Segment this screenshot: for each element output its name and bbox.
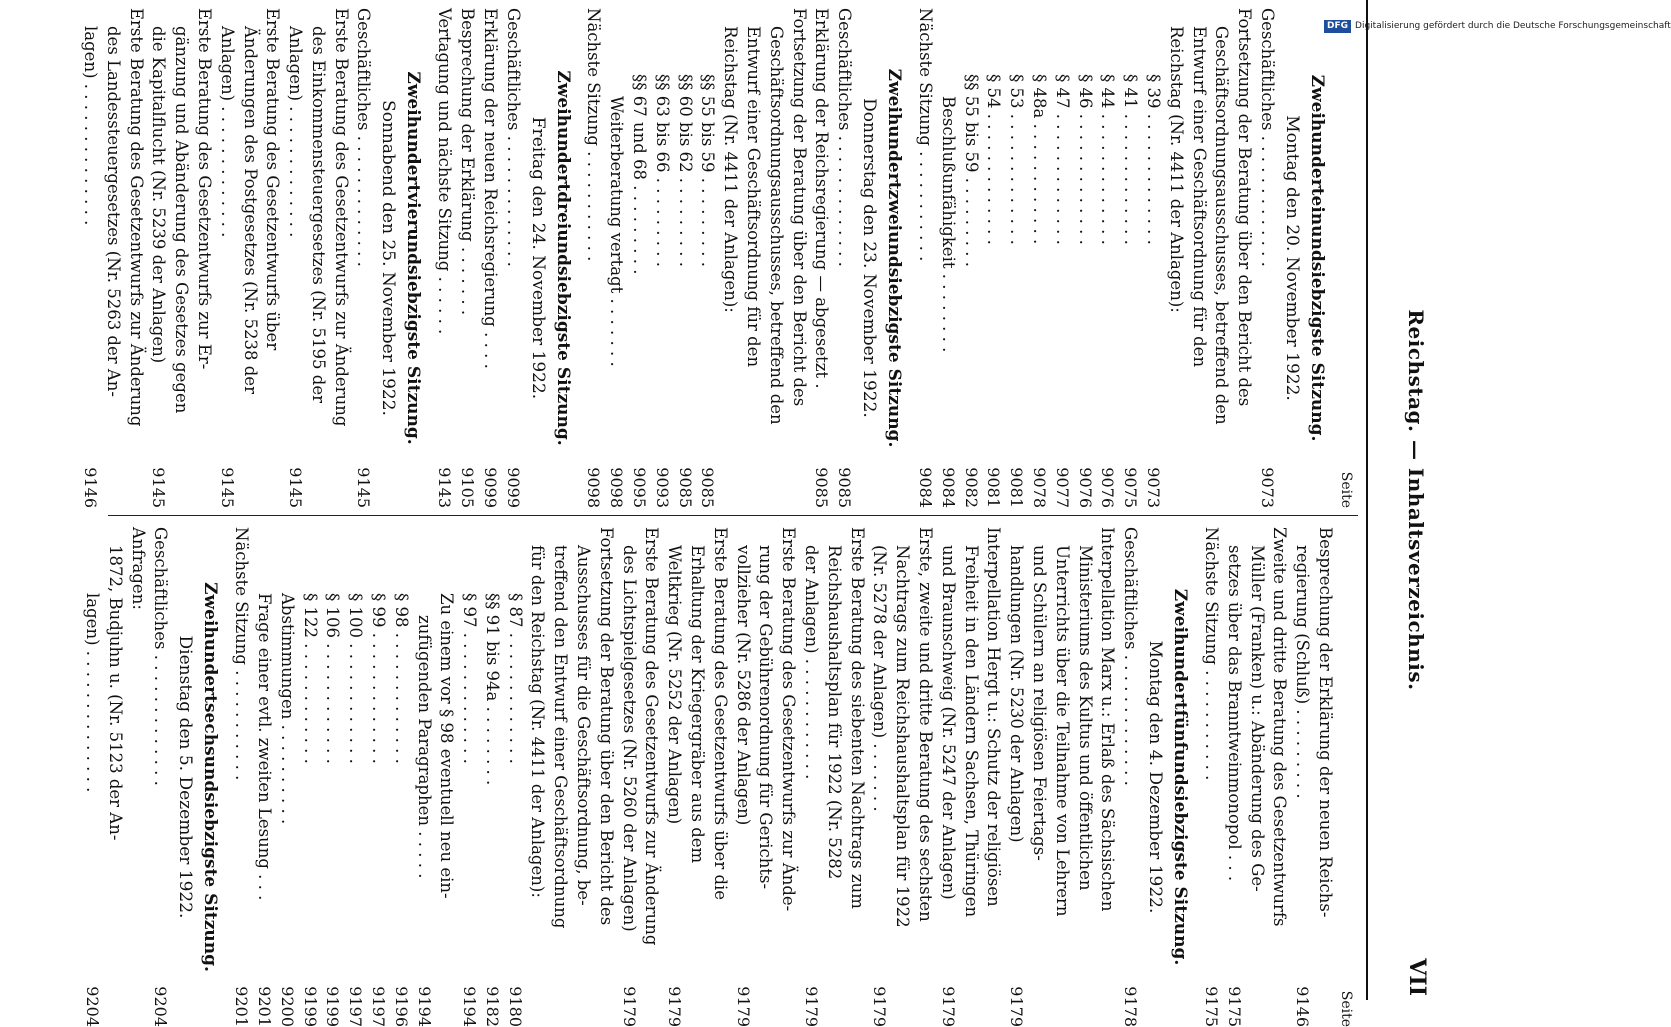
toc-entry [731, 527, 754, 1027]
entry-text: Änderungen des Postgesetzes (Nr. 5238 der [240, 26, 260, 394]
entry-text: 1872, Budjuhn u. (Nr. 5123 der An- [105, 545, 125, 841]
entry-page-number: 9197 [368, 986, 388, 1027]
session-block [80, 527, 223, 1027]
toc-entry [480, 527, 503, 1027]
entry-text: §§ 91 bis 94a . . . . . . . . [482, 593, 502, 786]
entry-page-number: 9073 [1144, 467, 1164, 508]
entry-page-number: 9196 [391, 986, 411, 1027]
entry-page-number: 9093 [652, 467, 672, 508]
entry-text: lagen) . . . . . . . . . . . . . . [80, 26, 100, 226]
entry-text: Fortsetzung der Beratung über den Bericht des [1235, 8, 1255, 407]
toc-entry [764, 8, 787, 508]
session-date: Freitag den 24. November 1922. [527, 116, 548, 400]
entry-page-number: 9085 [835, 467, 855, 508]
entry-text: Reichshaushaltsplan für 1922 (Nr. 5282 [824, 545, 844, 880]
entry-text: (Nr. 5278 der Anlagen) . . . . . . . [870, 545, 890, 812]
entry-text: §§ 55 bis 59 . . . . . . . . . [698, 74, 718, 267]
entry-page-number: 9145 [149, 467, 169, 508]
toc-entry [696, 8, 719, 508]
toc-entry [571, 527, 594, 1027]
toc-entry [845, 527, 868, 1027]
entry-text: § 106 . . . . . . . . . . . . [323, 593, 343, 764]
entry-page-number: 9180 [505, 986, 525, 1027]
entry-page-number: 9076 [1075, 467, 1095, 508]
entry-text: § 54 . . . . . . . . . . . . . [984, 74, 1004, 245]
entry-text: Interpellation Marx u.: Erlaß des Sächsischen [1098, 527, 1118, 912]
entry-page-number: 9085 [812, 467, 832, 508]
entry-text: § 46 . . . . . . . . . . . . . [1075, 74, 1095, 245]
entry-page-number: 9098 [584, 467, 604, 508]
seite-label: Seite [1338, 471, 1354, 508]
session-title: Zweihundertdreiundsiebzigste Sitzung. [552, 70, 573, 446]
toc-entry [503, 527, 526, 1027]
running-title: Reichstag. — Inhaltsverzeichnis. [1404, 309, 1428, 691]
toc-entry [617, 527, 640, 1027]
entry-text: Weiterberatung vertagt . . . . . . . [607, 96, 627, 367]
entry-page-number: 9201 [254, 986, 274, 1027]
entry-page-number: 9200 [277, 986, 297, 1027]
toc-entry [1255, 8, 1278, 508]
entry-text: der Anlagen) . . . . . . . . . . . . [802, 545, 822, 780]
toc-entry [124, 8, 147, 508]
entry-text: Unterrichts über die Teilnahme von Lehrern [1052, 545, 1072, 917]
entry-page-number: 9077 [1052, 467, 1072, 508]
entry-page-number: 9145 [286, 467, 306, 508]
entry-text: §§ 67 und 68 . . . . . . . . . [630, 74, 650, 275]
entry-text: Frage einer evtl. zweiten Lesung . . . [254, 593, 274, 901]
session-block [78, 8, 426, 508]
toc-entry [412, 527, 435, 1027]
entry-text: Geschäftliches . . . . . . . . . . . . . [503, 8, 523, 267]
toc-entry [718, 8, 741, 508]
toc-entry [321, 527, 344, 1027]
toc-entry [650, 8, 673, 508]
toc-entry [298, 527, 321, 1027]
right-column [82, 527, 1356, 1027]
entry-text: Erste Beratung des Gesetzentwurfs zur Änderung [642, 527, 662, 946]
entry-text: Erste Beratung des Gesetzentwurfs zur Änderung [126, 8, 146, 427]
page-header [1362, 0, 1434, 1000]
toc-entry [215, 8, 238, 508]
toc-entry [1004, 8, 1027, 508]
left-column [80, 8, 1356, 508]
entry-page-number: 9081 [984, 467, 1004, 508]
toc-entry [582, 8, 605, 508]
entry-text: Erste Beratung des Gesetzentwurfs über [263, 8, 283, 351]
entry-text: § 48a . . . . . . . . . . . . [1030, 74, 1050, 245]
entry-text: Vertagung und nächste Sitzung . . . . . . [435, 8, 455, 335]
entry-text: setzes über das Branntweinmonopol . . . [1224, 545, 1244, 882]
entry-page-number: 9182 [482, 986, 502, 1027]
entry-text: lagen) . . . . . . . . . . . . . . [82, 593, 102, 793]
entry-text: Geschäftliches . . . . . . . . . . . . . [354, 8, 374, 267]
entry-page-number: 9201 [232, 986, 252, 1027]
entry-text: Erste Beratung des Gesetzentwurfs zur Er- [194, 8, 214, 370]
entry-text: Geschäftliches . . . . . . . . . . . . . [1121, 527, 1141, 786]
session-date: Donnerstag den 23. November 1922. [859, 98, 880, 418]
toc-entry [457, 527, 480, 1027]
entry-text: Nächste Sitzung . . . . . . . . . . . [584, 8, 604, 262]
entry-text: Erste Beratung des Gesetzentwurfs zur Ände- [779, 527, 799, 912]
toc-entry [1004, 527, 1027, 1027]
entry-text: des Einkommensteuergesetzes (Nr. 5195 der [308, 26, 328, 403]
toc-entry [1187, 8, 1210, 508]
entry-text: Nächste Sitzung . . . . . . . . . . . [1202, 527, 1222, 781]
entry-text: regierung (Schluß) . . . . . . . . . [1293, 545, 1313, 799]
toc-entry [478, 8, 501, 508]
entry-text: § 41 . . . . . . . . . . . . . [1121, 74, 1141, 245]
entry-text: Fortsetzung der Beratung über den Bericht des [789, 8, 809, 407]
entry-text: handlungen (Nr. 5230 der Anlagen) [1007, 545, 1027, 843]
entry-text: Erste, zweite und dritte Beratung des sechsten [916, 527, 936, 922]
entry-text: Entwurf einer Geschäftsordnung für den [744, 26, 764, 368]
toc-entry [787, 8, 810, 508]
toc-entry [126, 527, 149, 1027]
toc-entry [455, 8, 478, 508]
toc-entry [890, 527, 913, 1027]
entry-page-number: 9099 [480, 467, 500, 508]
session-date: Montag den 20. November 1922. [1282, 115, 1302, 401]
entry-text: Erhaltung der Kriegergräber aus dem [688, 545, 708, 864]
entry-text: Zweite und dritte Beratung des Gesetzentwurfs [1270, 527, 1290, 927]
dfg-logo: DFG [1324, 20, 1351, 33]
session-date: Sonnabend den 25. November 1922. [378, 100, 399, 416]
toc-entry [913, 527, 936, 1027]
entry-text: Freiheit in den Ländern Sachsen, Thüringen [961, 545, 981, 918]
entry-text: treffend den Entwurf einer Geschäftsordnung [551, 545, 571, 929]
entry-text: Geschäftsordnungsausschusses, betreffend den [1212, 26, 1232, 425]
toc-entry [1073, 527, 1096, 1027]
toc-entry [936, 8, 959, 508]
entry-page-number: 9199 [300, 986, 320, 1027]
session-block [433, 8, 576, 508]
entry-text: Ausschusses für die Geschäftsordnung, be- [574, 545, 594, 906]
toc-entry [982, 8, 1005, 508]
entry-page-number: 9204 [82, 986, 102, 1027]
toc-entry [343, 527, 366, 1027]
entry-page-number: 9175 [1224, 986, 1244, 1027]
toc-entry [1164, 8, 1187, 508]
toc-entry [1199, 527, 1222, 1027]
entry-page-number: 9204 [151, 986, 171, 1027]
toc-entry [1290, 527, 1313, 1027]
entry-text: § 98 . . . . . . . . . . . . . [391, 593, 411, 764]
toc-entry [673, 8, 696, 508]
entry-page-number: 9179 [1007, 986, 1027, 1027]
toc-entry [913, 8, 936, 508]
toc-entry [936, 527, 959, 1027]
entry-page-number: 9194 [414, 986, 434, 1027]
toc-entry [754, 527, 777, 1027]
entry-text: Erste Beratung des siebenten Nachtrags zum [847, 527, 867, 909]
column-divider [108, 515, 1358, 516]
entry-text: Geschäftsordnungsausschusses, betreffend den [766, 26, 786, 425]
entry-text: § 44 . . . . . . . . . . . . . [1098, 74, 1118, 245]
toc-entry [1096, 8, 1119, 508]
seite-label: Seite [1338, 990, 1354, 1027]
entry-page-number: 9179 [665, 986, 685, 1027]
entry-text: Weltkrieg (Nr. 5252 der Anlagen) [665, 545, 685, 825]
entry-page-number: 9098 [607, 467, 627, 508]
entry-page-number: 9081 [1007, 467, 1027, 508]
entry-text: § 47 . . . . . . . . . . . . . [1052, 74, 1072, 245]
toc-entry [433, 8, 456, 508]
entry-text: Besprechung der Erklärung der neuen Reichs- [1316, 527, 1335, 918]
session-block [913, 8, 1330, 508]
toc-entry [708, 527, 731, 1027]
toc-entry [1222, 527, 1245, 1027]
entry-page-number: 9146 [1293, 986, 1313, 1027]
entry-text: Ministeriums des Kultus und öffentlichen [1075, 545, 1095, 891]
toc-entry [1313, 527, 1336, 1027]
entry-page-number: 9179 [619, 986, 639, 1027]
entry-page-number: 9078 [1030, 467, 1050, 508]
header-rule [1366, 0, 1368, 1000]
toc-entry [78, 8, 101, 508]
entry-text: §§ 63 bis 66 . . . . . . . . . [652, 74, 672, 267]
toc-entry [366, 527, 389, 1027]
entry-text: und Braunschweig (Nr. 5247 der Anlagen) [938, 545, 958, 900]
entry-text: § 39 . . . . . . . . . . . . . [1144, 74, 1164, 245]
entry-text: §§ 60 bis 62 . . . . . . . . . [675, 74, 695, 267]
entry-text: Anlagen) . . . . . . . . . . . . . [217, 26, 237, 238]
entry-text: des Lichtspielgesetzes (Nr. 5260 der Anlagen) [619, 545, 639, 932]
toc-entry [238, 8, 261, 508]
toc-entry [741, 8, 764, 508]
toc-entry [1050, 8, 1073, 508]
toc-entry [149, 527, 172, 1027]
entry-page-number: 9179 [733, 986, 753, 1027]
entry-page-number: 9145 [354, 467, 374, 508]
entry-text: §§ 55 bis 59 . . . . . . . . . [961, 74, 981, 267]
entry-text: Anlagen) . . . . . . . . . . . . . [286, 26, 306, 238]
entry-page-number: 9179 [938, 986, 958, 1027]
entry-page-number: 9179 [802, 986, 822, 1027]
entry-text: Müller (Franken) u.: Abänderung des Ge- [1247, 545, 1267, 892]
entry-page-number: 9175 [1202, 986, 1222, 1027]
entry-text: § 53 . . . . . . . . . . . . . [1007, 74, 1027, 245]
session-date: Dienstag den 5. Dezember 1922. [175, 635, 196, 919]
toc-entry [1210, 8, 1233, 508]
toc-entry [868, 527, 891, 1027]
entry-text: zufügenden Paragraphen . . . . . [414, 615, 434, 879]
toc-entry [1118, 527, 1141, 1027]
toc-entry [389, 527, 412, 1027]
entry-page-number: 9073 [1258, 467, 1277, 508]
toc-entry [1268, 527, 1291, 1027]
entry-page-number: 9146 [80, 467, 100, 508]
entry-text: vollzieher (Nr. 5286 der Anlagen) [733, 545, 753, 826]
page-number: VII [1404, 958, 1430, 996]
session-title: Zweihundertfünfundsiebzigste Sitzung. [1170, 588, 1191, 966]
toc-entry [640, 527, 663, 1027]
toc-entry [662, 527, 685, 1027]
entry-text: Nächste Sitzung . . . . . . . . . . . [232, 527, 252, 781]
entry-page-number: 9145 [217, 467, 237, 508]
entry-page-number: 9105 [458, 467, 478, 508]
toc-entry [169, 8, 192, 508]
entry-text: Abstimmungen . . . . . . . . . . [277, 593, 297, 825]
toc-entry [252, 527, 275, 1027]
entry-text: Beschlußunfähigkeit . . . . . . . . [938, 96, 958, 353]
entry-page-number: 9075 [1121, 467, 1141, 508]
toc-entry [80, 527, 103, 1027]
toc-entry [832, 8, 855, 508]
toc-entry [283, 8, 306, 508]
entry-text: § 99 . . . . . . . . . . . . . [368, 593, 388, 764]
toc-entry [799, 527, 822, 1027]
entry-text: Geschäftliches . . . . . . . . . . . . . [835, 8, 855, 267]
toc-entry [810, 8, 833, 508]
entry-text: Geschäftliches . . . . . . . . . . . . . [1258, 8, 1277, 267]
entry-text: die Kapitalflucht (Nr. 5239 der Anlagen) [149, 26, 169, 364]
toc-entry [501, 8, 524, 508]
entry-text: des Landessteuergesetzes (Nr. 5263 der An- [103, 26, 123, 398]
toc-entry [229, 527, 252, 1027]
entry-text: Entwurf einer Geschäftsordnung für den [1189, 26, 1209, 368]
toc-entry [435, 527, 458, 1027]
toc-entry [1050, 527, 1073, 1027]
entry-text: gänzung und Abänderung des Gesetzes gegen [172, 26, 192, 414]
toc-entry [261, 8, 284, 508]
toc-entry [959, 527, 982, 1027]
entry-page-number: 9179 [870, 986, 890, 1027]
toc-entry [1141, 8, 1164, 508]
session-title: Zweihundertsechsundsiebzigste Sitzung. [200, 582, 221, 972]
entry-text: Erklärung der neuen Reichsregierung . . . . [480, 8, 500, 369]
entry-text: für den Reichstag (Nr. 4411 der Anlagen): [528, 545, 548, 898]
entry-text: rung der Gebührenordnung für Gerichts- [756, 545, 776, 890]
toc-entry [604, 8, 627, 508]
entry-page-number: 9082 [961, 467, 981, 508]
entry-page-number: 9199 [323, 986, 343, 1027]
session-title: Zweihunderteinundsiebzigste Sitzung. [1307, 74, 1327, 442]
entry-text: § 122 . . . . . . . . . . . . [300, 593, 320, 764]
toc-entry [101, 8, 124, 508]
toc-entry [959, 8, 982, 508]
toc-entry [192, 8, 215, 508]
entry-page-number: 9084 [938, 467, 958, 508]
toc-entry [103, 527, 126, 1027]
toc-entry [147, 8, 170, 508]
session-title: Zweihundertvierundsiebzigste Sitzung. [403, 71, 424, 445]
entry-text: Nachtrags zum Reichshaushaltsplan für 1922 [893, 545, 913, 928]
toc-entry [1027, 527, 1050, 1027]
toc-entry [982, 527, 1005, 1027]
entry-page-number: 9085 [675, 467, 695, 508]
entry-text: Erklärung der Reichsregierung — abgesetzt . [812, 8, 832, 389]
toc-entry [549, 527, 572, 1027]
toc-entry [1245, 527, 1268, 1027]
entry-text: und Schülern an religiösen Feiertags- [1030, 545, 1050, 861]
toc-entry [306, 8, 329, 508]
session-block [229, 527, 1193, 1027]
entry-text: Reichstag (Nr. 4411 der Anlagen): [1166, 26, 1186, 313]
entry-page-number: 9143 [435, 467, 455, 508]
entry-text: Reichstag (Nr. 4411 der Anlagen): [721, 26, 741, 313]
entry-page-number: 9099 [503, 467, 523, 508]
entry-text: Erste Beratung des Gesetzentwurfs zur Änderung [331, 8, 351, 427]
toc-entry [1232, 8, 1255, 508]
toc-entry [1027, 8, 1050, 508]
entry-text: Fortsetzung der Beratung über den Bericht des [596, 527, 616, 926]
entry-page-number: 9095 [630, 467, 650, 508]
entry-text: § 100 . . . . . . . . . . . . [346, 593, 366, 764]
entry-page-number: 9084 [916, 467, 936, 508]
toc-entry [526, 527, 549, 1027]
session-title: Zweihundertzweiundsiebzigste Sitzung. [884, 68, 905, 448]
entry-page-number: 9076 [1098, 467, 1118, 508]
toc-entry [685, 527, 708, 1027]
toc-entry [275, 527, 298, 1027]
toc-entry [329, 8, 352, 508]
toc-entry [1118, 8, 1141, 508]
toc-entry [352, 8, 375, 508]
entry-text: Zu einem vor § 98 eventuell neu ein- [437, 593, 457, 899]
toc-entry [822, 527, 845, 1027]
session-block [582, 8, 908, 508]
toc-entry [627, 8, 650, 508]
digitization-text: Digitalisierung gefördert durch die Deutsche Forschungsgemeinschaft [1355, 21, 1671, 31]
toc-entry [594, 527, 617, 1027]
entry-text: Interpellation Hergt u.: Schutz der religiösen [984, 527, 1004, 907]
session-date: Montag den 4. Dezember 1922. [1145, 640, 1166, 914]
entry-text: § 97 . . . . . . . . . . . . . [460, 593, 480, 764]
entry-text: Nächste Sitzung . . . . . . . . . . . [916, 8, 936, 262]
toc-entry [776, 527, 799, 1027]
entry-text: Anfragen: [128, 527, 148, 610]
entry-text: Erste Beratung des Gesetzentwurfs über die [710, 527, 730, 901]
entry-page-number: 9197 [346, 986, 366, 1027]
entry-page-number: 9178 [1121, 986, 1141, 1027]
entry-text: Besprechung der Erklärung . . . . . . . [458, 8, 478, 316]
toc-entry [1096, 527, 1119, 1027]
toc-entry [1073, 8, 1096, 508]
entry-page-number: 9194 [460, 986, 480, 1027]
entry-text: § 87 . . . . . . . . . . . . . [505, 593, 525, 764]
entry-text: Geschäftliches . . . . . . . . . . . . . [151, 527, 171, 786]
entry-page-number: 9085 [698, 467, 718, 508]
